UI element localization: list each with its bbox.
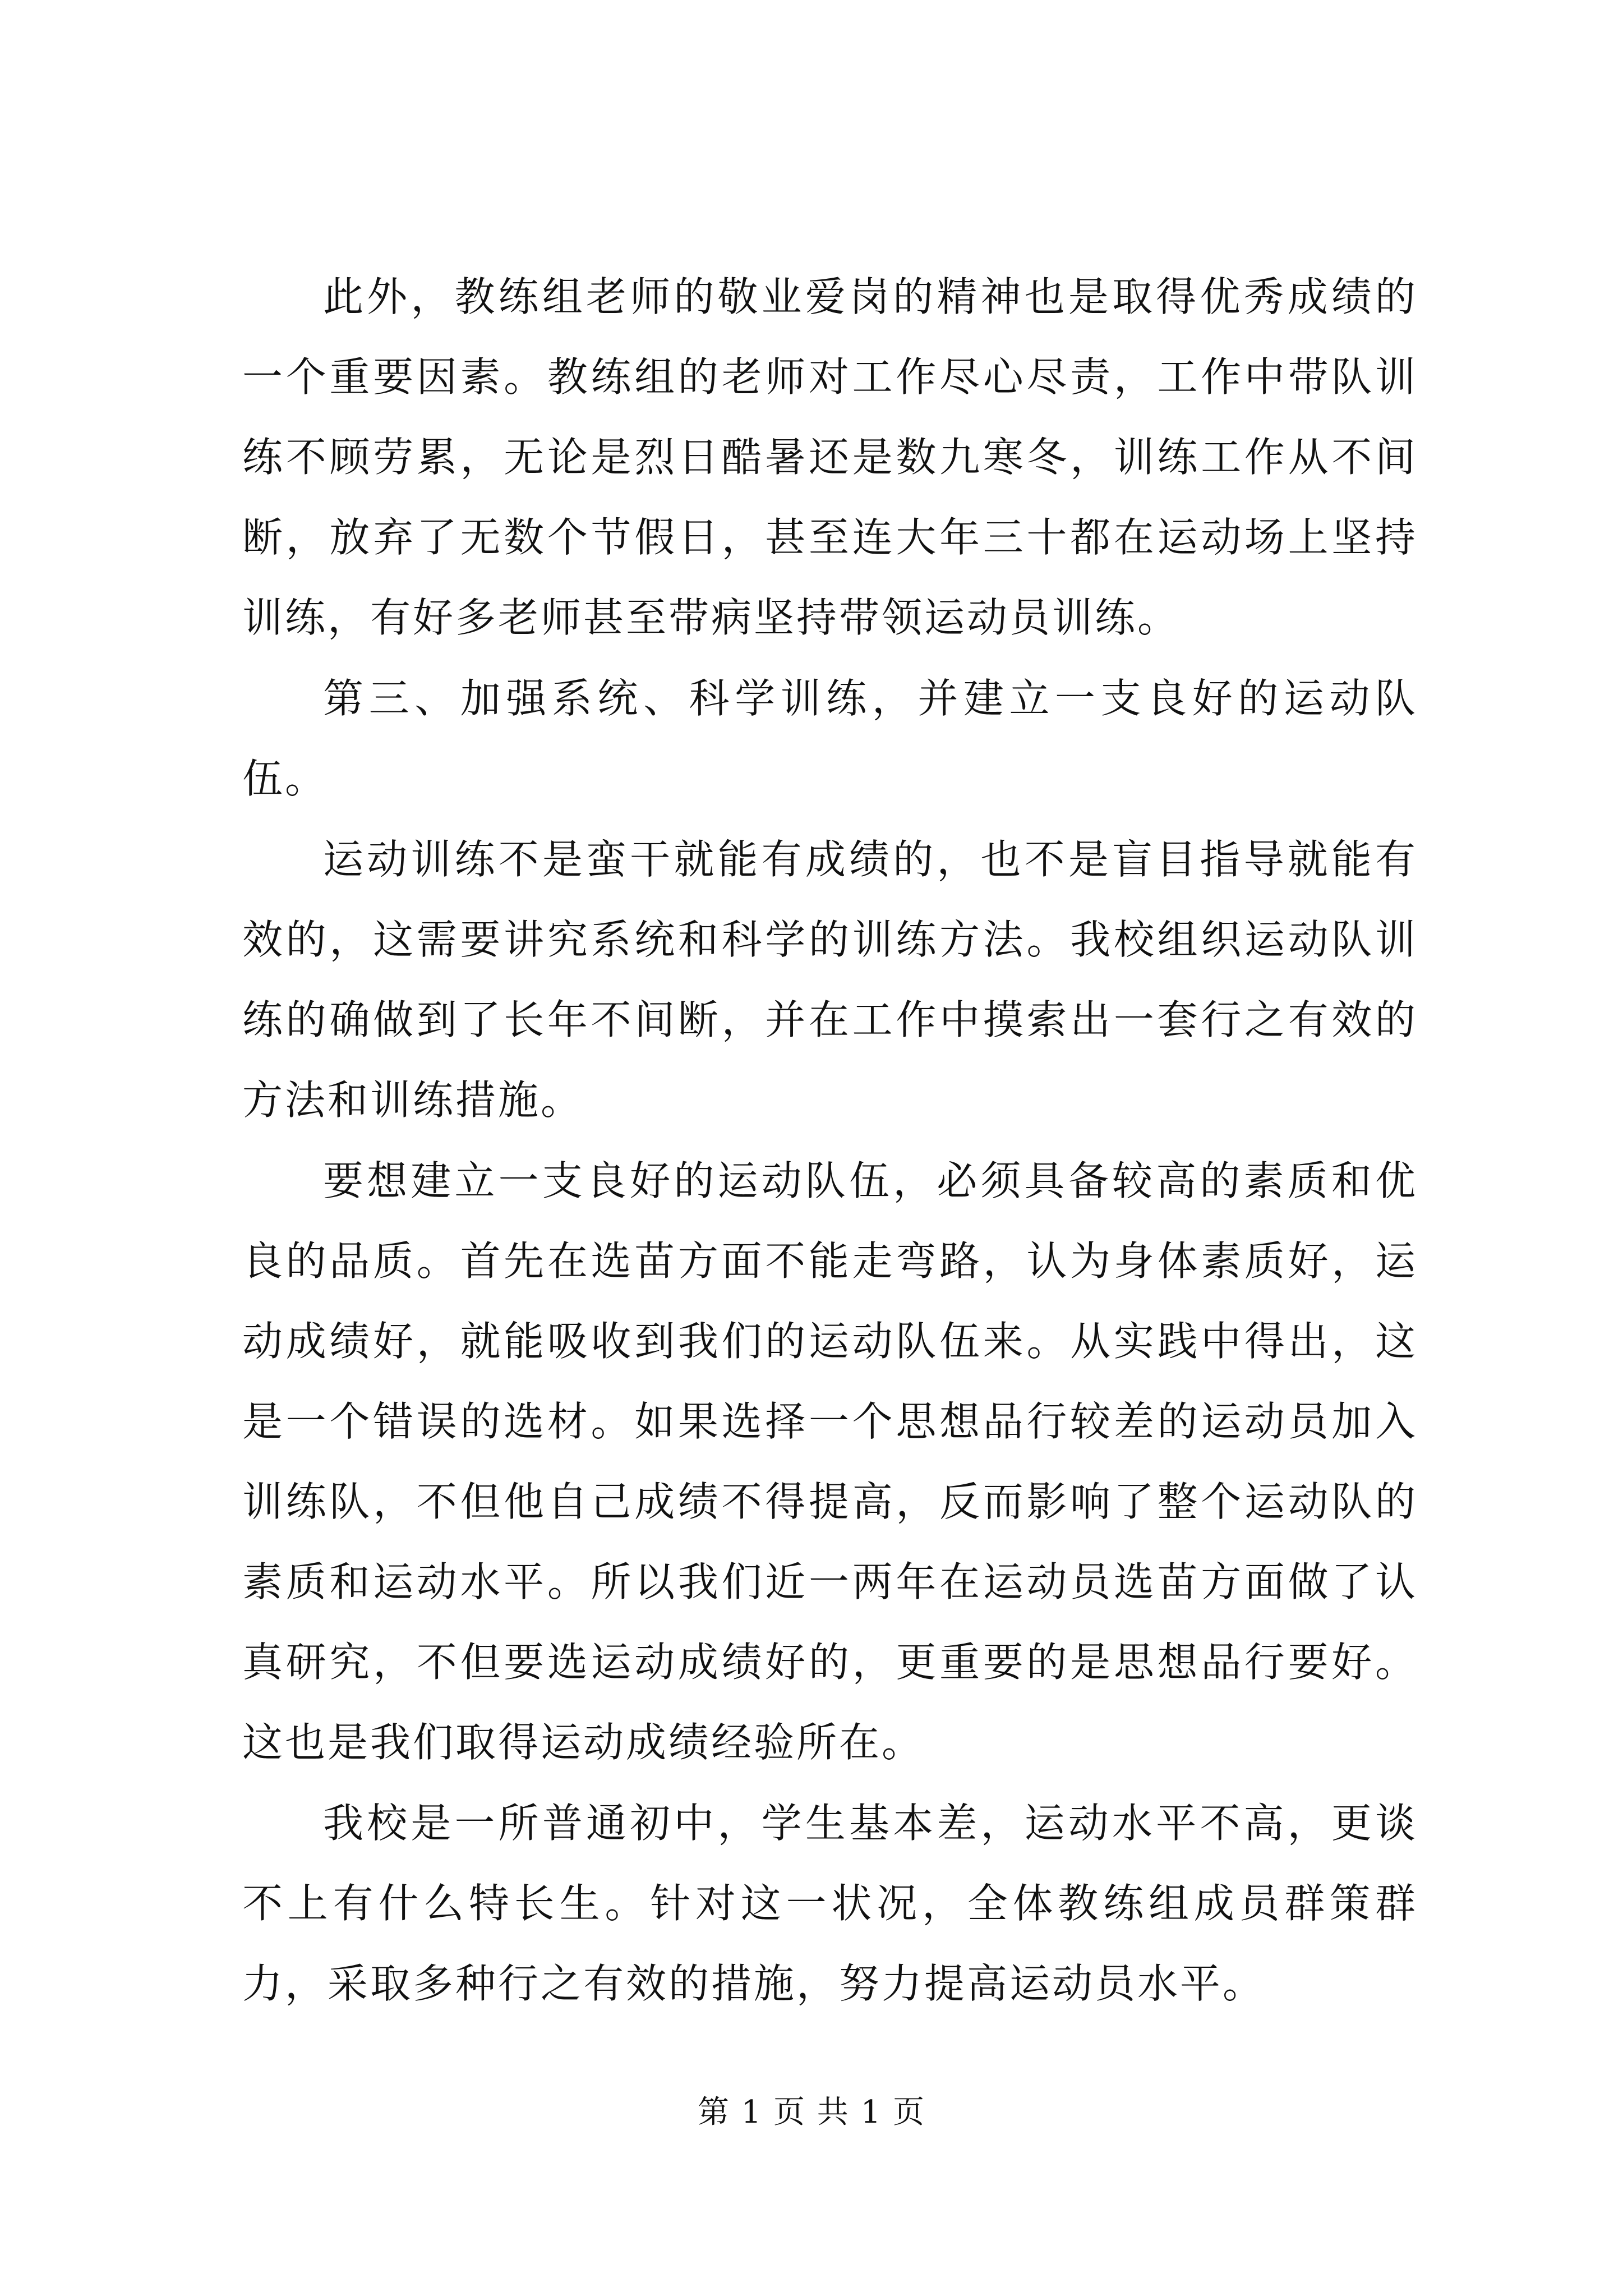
paragraph-1: 此外，教练组老师的敬业爱岗的精神也是取得优秀成绩的一个重要因素。教练组的老师对工作尽心尽责，工作中带队训练不顾劳累，无论是烈日酷暑还是数九寒冬，训练工作从不间断，放弃了无数个节假日，甚至连大年三十都在运动场上坚持训练，有好多老师甚至带病坚持带领运动员训练。 — [242, 273, 1418, 641]
paragraph-3: 运动训练不是蛮干就能有成绩的，也不是盲目指导就能有效的，这需要讲究系统和科学的训练方法。我校组织运动队训练的确做到了长年不间断，并在工作中摸索出一套行之有效的方法和训练措施。 — [242, 836, 1418, 1124]
page-footer: 第 1 页 共 1 页 — [697, 2094, 926, 2131]
paragraph-2-heading: 第三、加强系统、科学训练，并建立一支良好的运动队伍。 — [242, 675, 1418, 802]
paragraph-4: 要想建立一支良好的运动队伍，必须具备较高的素质和优良的品质。首先在选苗方面不能走弯路，认为身体素质好，运动成绩好，就能吸收到我们的运动队伍来。从实践中得出，这是一个错误的选材。如果选择一个思想品行较差的运动员加入训练队，不但他自己成绩不得提高，反而影响了整个运动队的素质和运动水平。所以我们近一两年在运动员选苗方面做了认真研究，不但要选运动成绩好的，更重要的是思想品行要好。这也是我们取得运动成绩经验所在。 — [242, 1157, 1418, 1766]
paragraph-5: 我校是一所普通初中，学生基本差，运动水平不高，更谈不上有什么特长生。针对这一状况，全体教练组成员群策群力，采取多种行之有效的措施，努力提高运动员水平。 — [242, 1800, 1418, 2007]
document-body — [242, 257, 1418, 2024]
